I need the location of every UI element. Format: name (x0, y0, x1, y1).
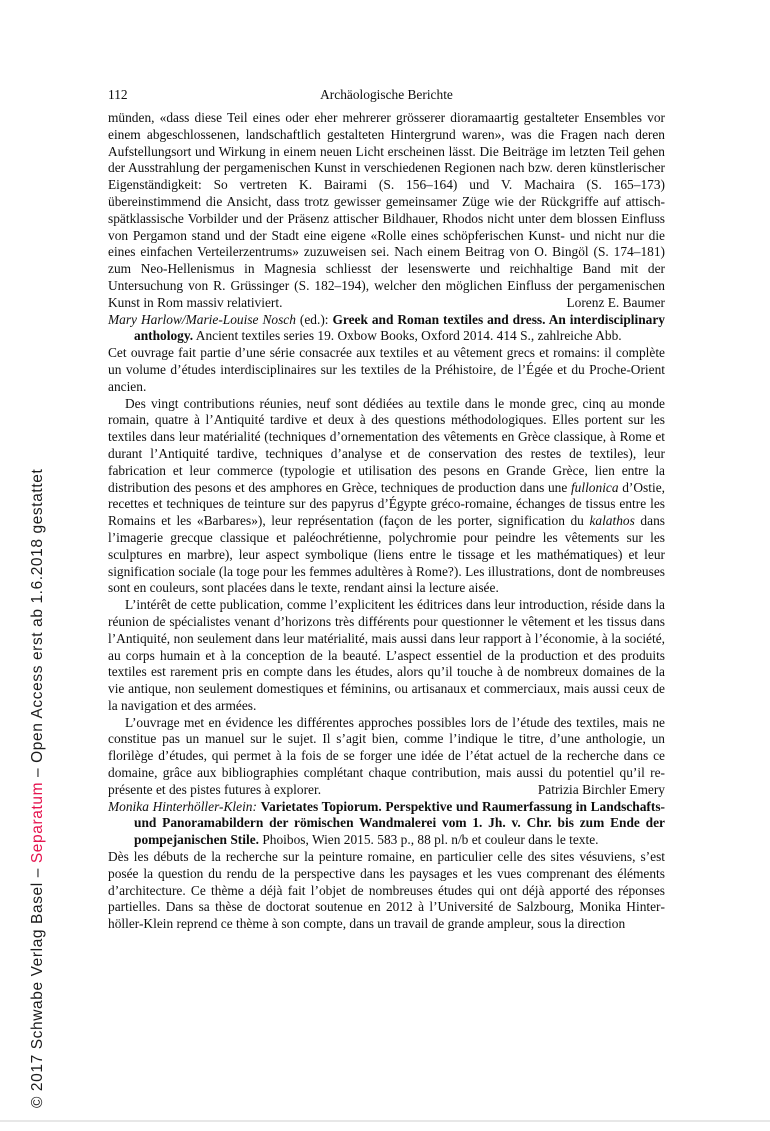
paragraph (108, 110, 665, 312)
paragraph (108, 597, 665, 715)
review-book-title: Varietates Topiorum. Perspektive und Raumerfassung in Landschafts- und Panoramabildern der römischen Wandmalerei vom 1. Jh. v. Chr. bis zum Ende der pompejanischen Stile. (134, 798, 665, 848)
paragraph (108, 396, 665, 598)
page-header (108, 87, 665, 103)
open-access-text: – Open Access erst ab 1.6.2018 gestattet (29, 468, 46, 782)
journal-title: Archäologische Berichte (320, 87, 453, 102)
review-imprint: Ancient textiles series 19. Oxbow Books, Oxford 2014. 414 S., zahlreiche Abb. (193, 328, 622, 344)
review-continuation (108, 110, 665, 312)
separatum-label: Separatum (29, 781, 46, 864)
paragraph (108, 849, 665, 933)
review-body (108, 345, 665, 799)
page-number: 112 (108, 87, 128, 102)
copyright-sidebar (29, 469, 47, 1108)
reviewer-signature: Lorenz E. Baumer (566, 294, 665, 310)
review-body (108, 849, 665, 933)
review-harlow-nosch (108, 312, 665, 799)
text-segment: L’intérêt de cette publication, comme l’explicitent les éditrices dans leur introduction, réside dans la réunion de spécialistes venant d’horizons très différents pour questionner le vêtement et les tissus dans l’Antiquité, non seulement dans leur matérialité, mais aussi dans leur rapport à l’économie, à la société, au corps humain et à la conception de la beauté. L’aspect essentiel de la production et des produits textiles est rarement pris en compte dans les études, alors qu’il touche à de nombreux domaines de la vie antique, non seulement domestiques et féminins, ou artisanaux et commerciaux, mais aussi ceux de la navigation et des armées. (108, 597, 665, 713)
page-edge-line (0, 1120, 770, 1122)
text-segment: münden, «dass diese Teil eines oder eher mehrerer grösserer dioramaartig gestalteter Ensembles vor einem abgeschlossenen, landschaftlich gestalteten Hintergrund waren», was die Fragen nach deren Aufstellungsort und Wirkung in einem neuen Licht erscheinen lässt. Die Beiträge im letzten Teil gehen der Ausstrahlung der pergamenischen Kunst in verschiedenen Regionen nach bzw. deren künstlerischer Eigenständigkeit: So vertreten K. Bairami (S. 156–164) und V. Machaira (S. 165–173) übereinstimmend die Ansicht, dass trotz gewisser gemeinsamer Züge wie der Rückgriffe auf attisch-spätklassische Vorbilder und der Präsenz attischer Bildhauer, Rhodos nicht unter dem blossen Einfluss von Pergamon stand und der Stadt eine eigene «Rolle eines schöpferischen Kunst- und nicht nur die eines einfachen Verteilerzentrums» zuzuweisen sei. Nach einem Beitrag von O. Bingöl (S. 174–181) zum Neo-Hellenismus in Magnesia schliesst der lesenswerte und reichhaltige Band mit der Untersuchung von R. Grüssinger (S. 182–194), welcher den möglichen Einfluss der pergamenischen Kunst in Rom massiv relativiert. (108, 110, 665, 310)
text-segment: d’Ostie, recettes et techniques de teinture sur des papyrus d’Égypte gréco-romaine, échanges de tissus entre les Romains et les «Barbares»), leur représentation (façon de les porter, signification du (108, 479, 665, 529)
text-segment: Cet ouvrage fait partie d’une série consacrée aux textiles et au vêtement grecs et romains: il complète un volume d’études interdisciplinaires sur les textiles de la Préhistoire, de l’Égée et du Proche-Orient ancien. (108, 345, 665, 394)
review-body (108, 110, 665, 312)
review-book-title: Greek and Roman textiles and dress. An interdisciplinary anthology. (134, 311, 665, 344)
text-segment: (ed.): (295, 311, 333, 327)
review-heading (108, 312, 665, 346)
text-segment: fullonica (570, 479, 619, 495)
text-segment: dans l’imagerie grecque classique et paléochrétienne, polychromie pour peindre les vêtements sur les sculptures en marbre), leur aspect symbolique (liens entre le tissage et les mathématiques) et leur signification sociale (la toge pour les femmes adultères à Rome?). Les illustrations, dont de nombreuses sont en couleurs, sont placées dans le texte, rendant ainsi la lecture aisée. (108, 513, 665, 596)
text-segment: L’ouvrage met en évidence les différentes approches possibles lors de l’étude des textiles, mais ne constitue pas un manuel sur le sujet. Il s’agit bien, comme l’indique le titre, d’une anthologie, un florilège d’études, qui permet à la fois de se forger une idée de l’état actuel de la recherche dans ce domaine, grâce aux bibliographies complétant chaque contribution, mais aussi du potentiel qu’il représente et des pistes futures à explorer. (108, 714, 665, 797)
text-segment: Dès les débuts de la recherche sur la peinture romaine, en particulier celle des sites vésuviens, s’est posée la question du rendu de la perspective dans les paysages et les vues comprenant des éléments d’architecture. Ce thème a déjà fait l’objet de nombreuses études qui ont déjà apporté des réponses partielles. Dans sa thèse de doctorat soutenue en 2012 à l’Université de Salzbourg, Monika Hinterhöller-Klein reprend ce thème à son compte, dans un travail de grande ampleur, sous la direction (108, 849, 665, 932)
review-authors: Mary Harlow/Marie-Louise Nosch (108, 311, 296, 327)
text-segment: kalathos (589, 513, 635, 529)
reviewer-signature: Patrizia Birchler Emery (537, 781, 665, 797)
review-hinterhoeller-klein (108, 799, 665, 933)
paragraph (108, 715, 665, 799)
paragraph (108, 345, 665, 395)
page-content (108, 110, 665, 933)
copyright-text: © 2017 Schwabe Verlag Basel – (29, 863, 46, 1108)
review-authors: Monika Hinterhöller-Klein: (108, 798, 257, 814)
review-heading (108, 799, 665, 849)
text-segment: Des vingt contributions réunies, neuf sont dédiées au textile dans le monde grec, cinq au monde romain, quatre à l’Antiquité tardive et deux à des questions méthodologiques. Elles portent sur les textiles dans leur matérialité (techniques d’ornementation des vêtements en Grèce classique, à Rome et durant l’Antiquité tardive, techniques d’analyse et de conservation des restes de textiles), leur fabrication et leur commerce (typologie et utilisation des pesons en Grande Grèce, lien entre la distribution des pesons et des amphores en Grèce, techniques de production dans une (108, 395, 665, 495)
review-imprint: Phoibos, Wien 2015. 583 p., 88 pl. n/b et couleur dans le texte. (259, 832, 599, 848)
